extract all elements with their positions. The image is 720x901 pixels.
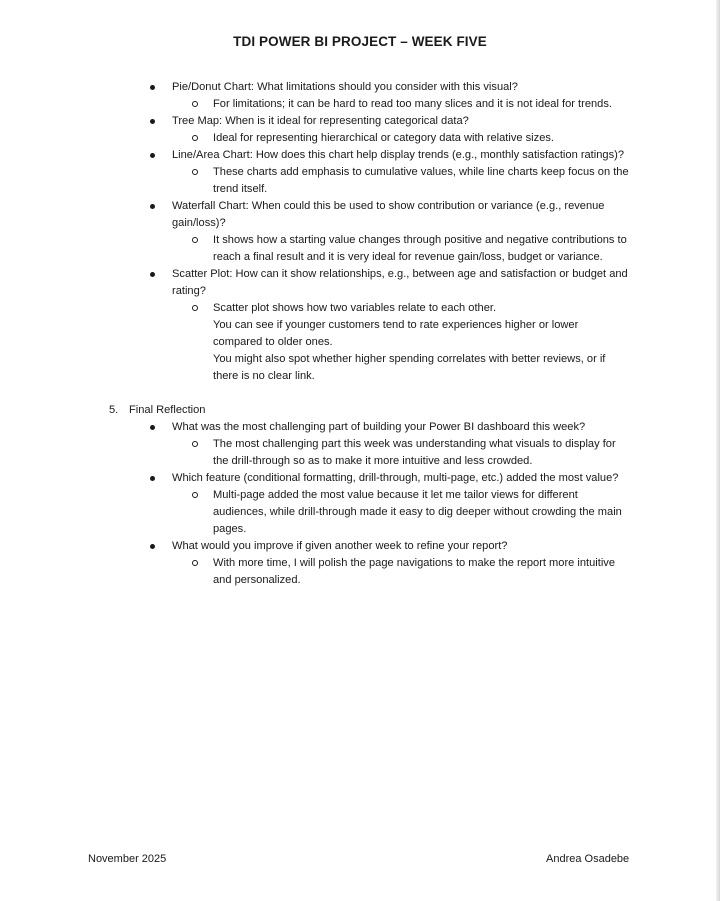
answer-tree-map: Ideal for representing hierarchical or category data with relative sizes. <box>0 130 720 147</box>
footer-date: November 2025 <box>88 853 167 865</box>
section-number: 5. <box>109 404 119 416</box>
answer-improvements: With more time, I will polish the page navigations to make the report more intuitive and personalized. <box>0 555 720 589</box>
section-final-reflection <box>0 402 720 419</box>
answer-waterfall: It shows how a starting value changes through positive and negative contributions to reach a final result and it is very ideal for revenue gain/loss, budget or variance. <box>0 232 720 266</box>
document-title: TDI POWER BI PROJECT – WEEK FIVE <box>233 34 487 49</box>
answer-scatter: Scatter plot shows how two variables relate to each other. <box>0 300 720 317</box>
question-line-area: Line/Area Chart: How does this chart help display trends (e.g., monthly satisfaction ratings)? <box>0 147 720 164</box>
document-body <box>0 79 720 589</box>
question-improvements: What would you improve if given another week to refine your report? <box>0 538 720 555</box>
question-waterfall: Waterfall Chart: When could this be used to show contribution or variance (e.g., revenue gain/loss)? <box>0 198 720 232</box>
answer-scatter-continued-1: You can see if younger customers tend to rate experiences higher or lower compared to older ones. <box>213 319 579 348</box>
question-scatter: Scatter Plot: How can it show relationships, e.g., between age and satisfaction or budget and rating? <box>0 266 720 300</box>
answer-scatter-continued-2: You might also spot whether higher spending correlates with better reviews, or if there is no clear link. <box>213 353 606 382</box>
question-tree-map: Tree Map: When is it ideal for representing categorical data? <box>0 113 720 130</box>
question-most-value-feature: Which feature (conditional formatting, drill-through, multi-page, etc.) added the most value? <box>0 470 720 487</box>
question-pie-donut: Pie/Donut Chart: What limitations should you consider with this visual? <box>0 79 720 96</box>
question-challenging-part: What was the most challenging part of building your Power BI dashboard this week? <box>0 419 720 436</box>
answer-pie-donut: For limitations; it can be hard to read too many slices and it is not ideal for trends. <box>0 96 720 113</box>
section-title: Final Reflection <box>129 404 206 416</box>
answer-line-area: These charts add emphasis to cumulative values, while line charts keep focus on the trend itself. <box>0 164 720 198</box>
answer-most-value-feature: Multi-page added the most value because it let me tailor views for different audiences, while drill-through made it easy to dig deeper without crowding the main pages. <box>0 487 720 538</box>
answer-challenging-part: The most challenging part this week was understanding what visuals to display for the drill-through so as to make it more intuitive and less crowded. <box>0 436 720 470</box>
footer-author: Andrea Osadebe <box>546 853 630 865</box>
